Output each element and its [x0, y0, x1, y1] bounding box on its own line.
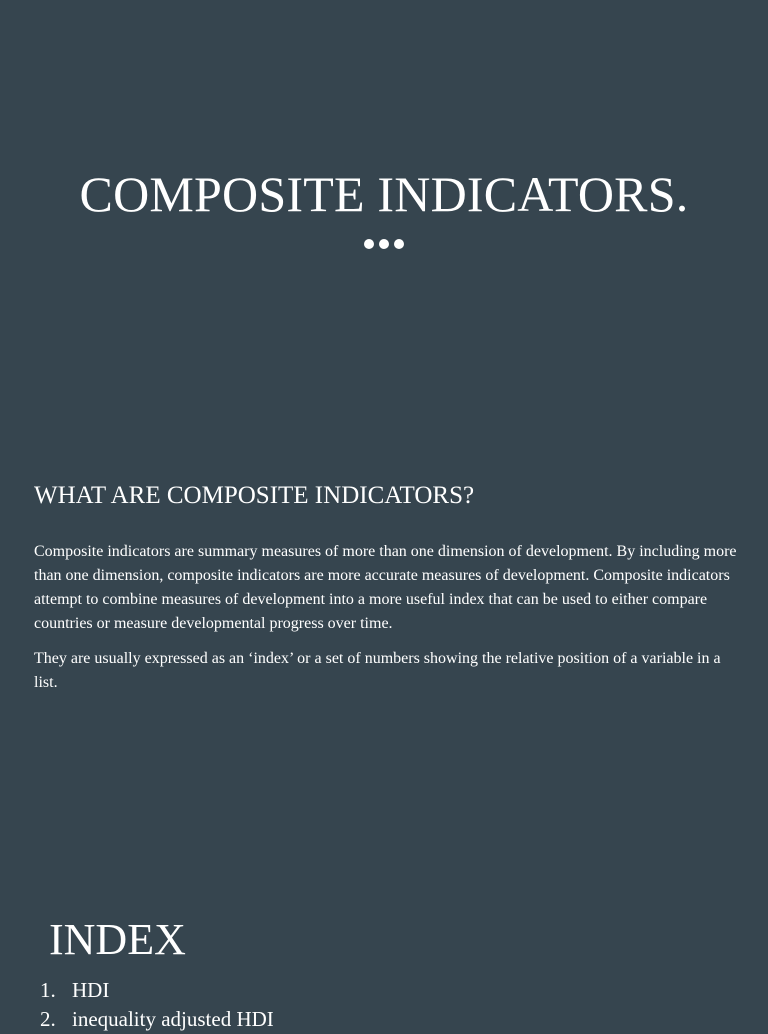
dot-icon [364, 239, 374, 249]
definition-paragraph: Composite indicators are summary measures of more than one dimension of development. By including more than one dimension, composite indicators are more accurate measures of development. Composite indicators attempt to combine measures of development into a more useful index that can be used to either compare countries or measure developmental progress over time. [34, 543, 737, 632]
expression-paragraph: They are usually expressed as an ‘index’ or a set of numbers showing the relative position of a variable in a list. [34, 650, 721, 691]
definition-slide [0, 430, 768, 850]
dot-icon [379, 239, 389, 249]
ellipsis-dots-icon [364, 239, 404, 249]
dot-icon [394, 239, 404, 249]
list-item-label: HDI [72, 978, 110, 1002]
index-slide [0, 900, 768, 1031]
list-item-number: 1. [40, 978, 56, 1002]
index-heading: INDEX [49, 915, 186, 964]
list-item [40, 976, 274, 1005]
section-heading: WHAT ARE COMPOSITE INDICATORS? [34, 482, 475, 509]
index-list [40, 976, 274, 1034]
list-item-number: 2. [40, 1007, 56, 1031]
page-title: COMPOSITE INDICATORS. [79, 166, 689, 222]
title-slide [0, 0, 768, 430]
list-item [40, 1005, 274, 1034]
list-item-label: inequality adjusted HDI [72, 1007, 274, 1031]
